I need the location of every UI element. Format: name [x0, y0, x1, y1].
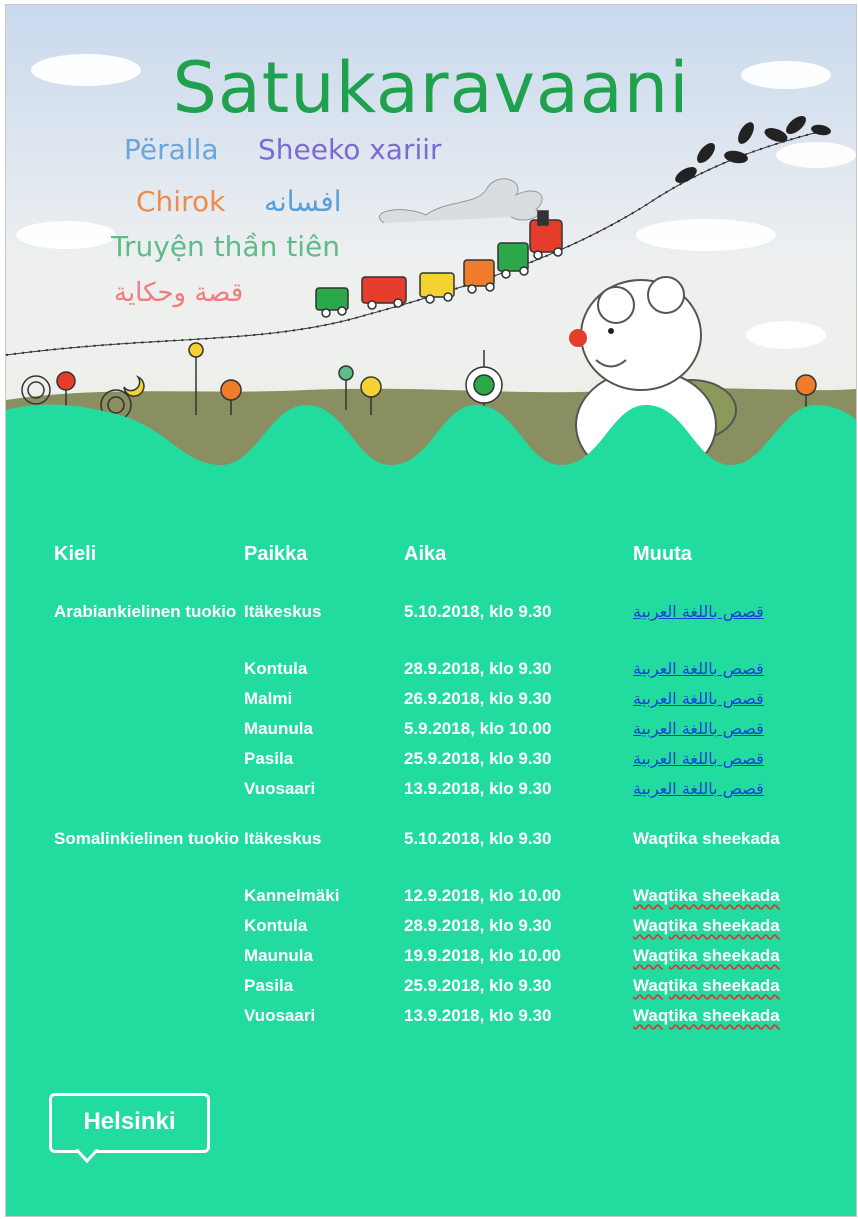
arabic-stories-link[interactable]: قصص باللغة العربية: [633, 719, 764, 738]
other-cell: [633, 658, 833, 688]
time-cell: 13.9.2018, klo 9.30: [404, 1006, 552, 1025]
poster: [5, 4, 857, 1217]
table-row: [54, 601, 833, 658]
schedule-table: [54, 543, 833, 1035]
place-cell: Vuosaari: [244, 779, 316, 798]
header-other: Muuta: [633, 543, 692, 565]
table-row: [54, 1005, 833, 1035]
table-row: [54, 778, 833, 808]
time-cell: 28.9.2018, klo 9.30: [404, 916, 552, 935]
time-cell: 19.9.2018, klo 10.00: [404, 946, 561, 965]
place-cell: Maunula: [244, 946, 313, 965]
table-row: [54, 915, 833, 945]
time-cell: 25.9.2018, klo 9.30: [404, 976, 552, 995]
place-cell: Vuosaari: [244, 1006, 316, 1025]
language-label-vietnamese: Truyện thần tiên: [111, 230, 340, 263]
time-cell: 13.9.2018, klo 9.30: [404, 779, 552, 798]
arabic-stories-link[interactable]: قصص باللغة العربية: [633, 602, 764, 621]
header-time: Aika: [404, 543, 447, 565]
language-label-albanian: Përalla: [124, 133, 219, 166]
table-row: [54, 945, 833, 975]
other-cell: [633, 748, 833, 778]
language-label-persian: افسانه: [264, 185, 342, 218]
place-cell: Kontula: [244, 916, 308, 935]
time-cell: 25.9.2018, klo 9.30: [404, 749, 552, 768]
time-cell: 5.10.2018, klo 9.30: [404, 602, 552, 621]
time-cell: 26.9.2018, klo 9.30: [404, 689, 552, 708]
header-language: Kieli: [54, 543, 97, 565]
table-row: [54, 658, 833, 688]
group-language: Somalinkielinen tuokio: [54, 829, 240, 848]
table-row: [54, 975, 833, 1005]
place-cell: Itäkeskus: [244, 602, 322, 621]
place-cell: Kannelmäki: [244, 886, 340, 905]
place-cell: Malmi: [244, 689, 293, 708]
logo-text: Helsinki: [83, 1108, 176, 1135]
other-cell: Waqtika sheekada: [633, 829, 780, 848]
table-row: [54, 718, 833, 748]
place-cell: Pasila: [244, 749, 294, 768]
other-cell: [633, 718, 833, 748]
place-cell: Pasila: [244, 976, 294, 995]
table-row: [54, 688, 833, 718]
table-row: [54, 748, 833, 778]
helsinki-logo: [49, 1093, 210, 1153]
arabic-stories-link[interactable]: قصص باللغة العربية: [633, 689, 764, 708]
other-cell: Waqtika sheekada: [633, 886, 780, 905]
header-place: Paikka: [244, 543, 308, 565]
arabic-stories-link[interactable]: قصص باللغة العربية: [633, 779, 764, 798]
language-label-kurdish: Chirok: [136, 185, 226, 218]
place-cell: Itäkeskus: [244, 829, 322, 848]
place-cell: Maunula: [244, 719, 313, 738]
arabic-stories-link[interactable]: قصص باللغة العربية: [633, 749, 764, 768]
poster-title: Satukaravaani: [172, 47, 690, 129]
time-cell: 28.9.2018, klo 9.30: [404, 659, 552, 678]
table-row: [54, 828, 833, 885]
time-cell: 5.9.2018, klo 10.00: [404, 719, 552, 738]
other-cell: [633, 778, 833, 808]
logo-tail-icon: [76, 1149, 98, 1165]
other-cell: Waqtika sheekada: [633, 946, 780, 965]
other-cell: [633, 688, 833, 718]
group-language: Arabiankielinen tuokio: [54, 602, 237, 621]
table-header-row: [54, 543, 833, 601]
other-cell: Waqtika sheekada: [633, 1006, 780, 1025]
time-cell: 12.9.2018, klo 10.00: [404, 886, 561, 905]
language-label-somali: Sheeko xariir: [258, 133, 442, 166]
other-cell: Waqtika sheekada: [633, 976, 780, 995]
time-cell: 5.10.2018, klo 9.30: [404, 829, 552, 848]
other-cell: Waqtika sheekada: [633, 916, 780, 935]
arabic-stories-link[interactable]: قصص باللغة العربية: [633, 659, 764, 678]
place-cell: Kontula: [244, 659, 308, 678]
other-cell: [633, 601, 833, 658]
table-row: [54, 885, 833, 915]
language-label-arabic: قصة وحكاية: [114, 278, 244, 308]
